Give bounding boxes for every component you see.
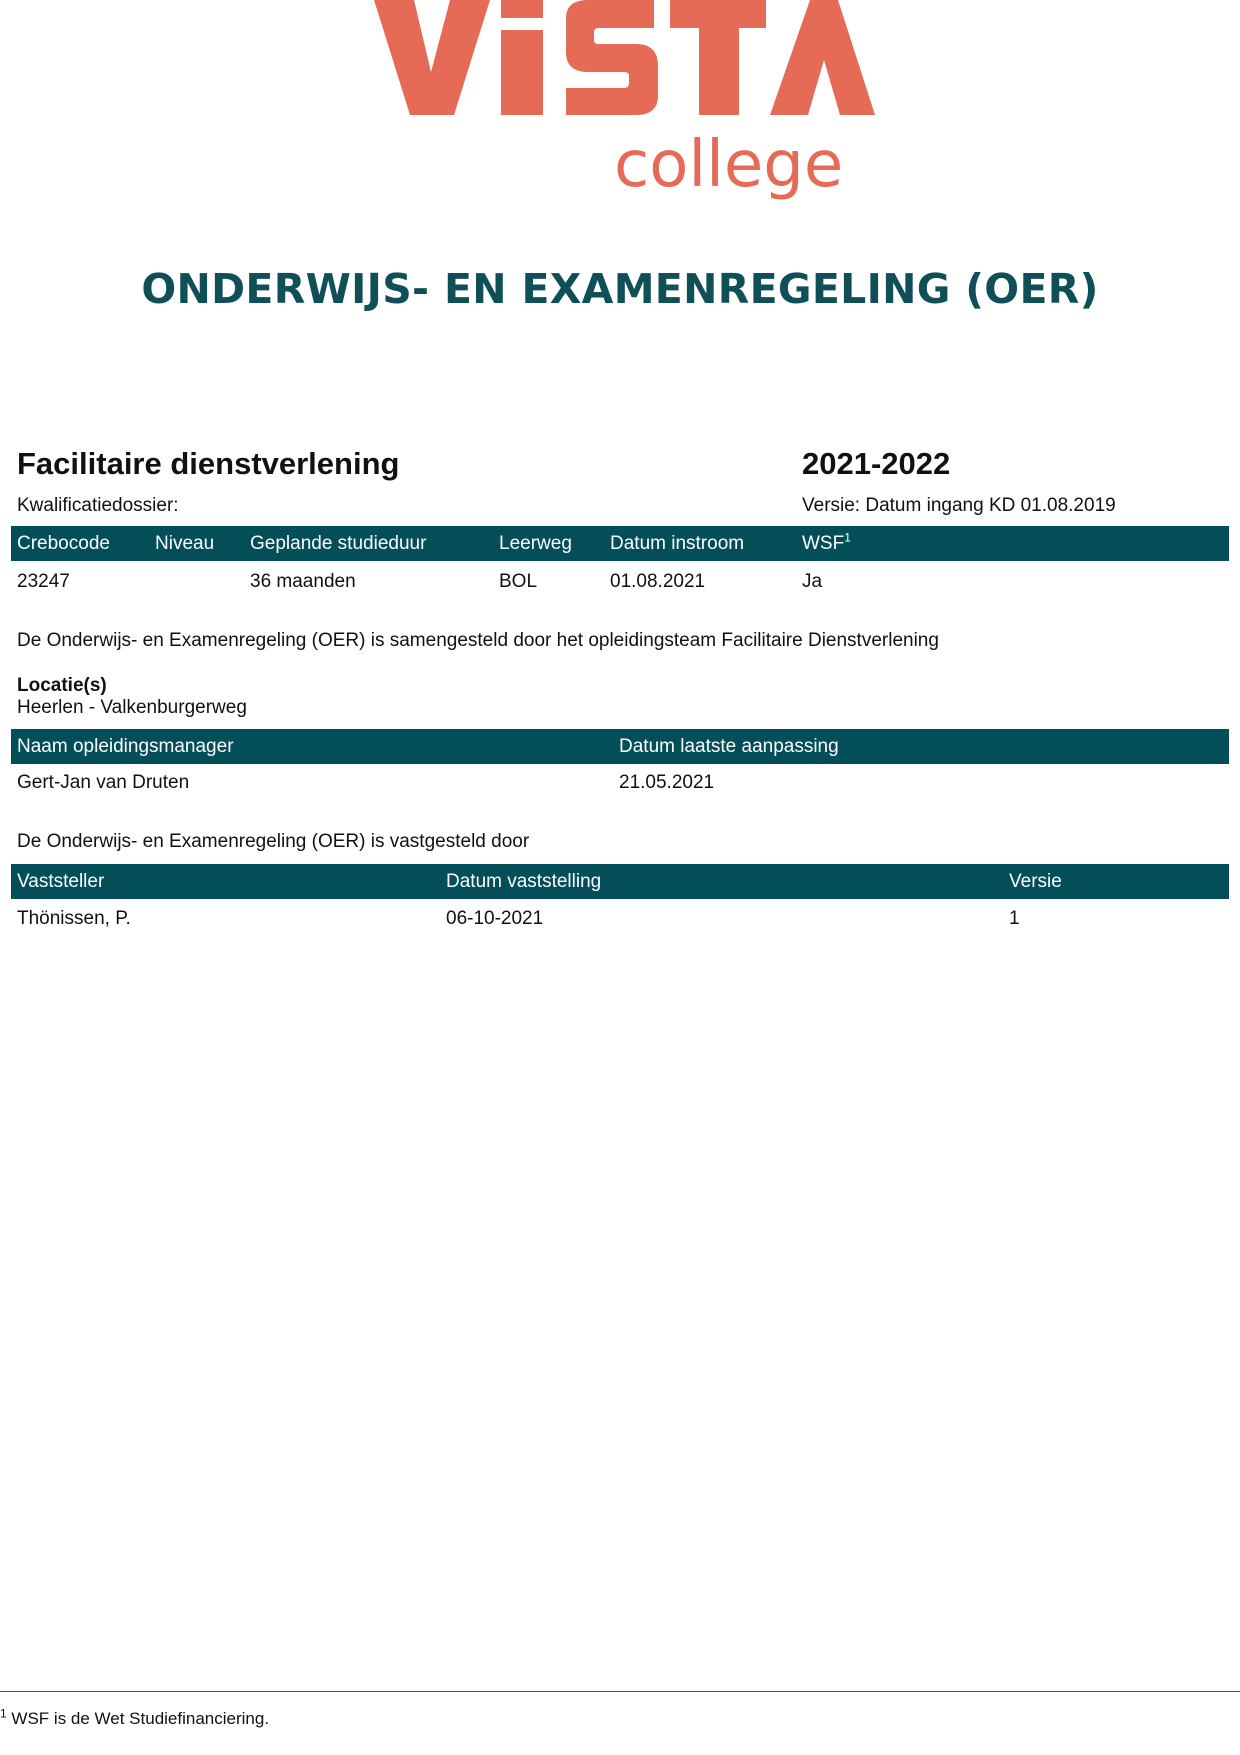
cell-datum-instroom: 01.08.2021 bbox=[610, 571, 706, 592]
program-name: Facilitaire dienstverlening bbox=[17, 446, 400, 481]
footnote-divider bbox=[0, 1691, 1240, 1692]
header-versie: Versie bbox=[1009, 871, 1062, 892]
location-label: Locatie(s) bbox=[17, 675, 107, 696]
location-value: Heerlen - Valkenburgerweg bbox=[17, 697, 247, 718]
header-wsf bbox=[802, 530, 851, 555]
footnote bbox=[0, 1706, 270, 1729]
header-leerweg: Leerweg bbox=[499, 533, 572, 554]
cell-leerweg: BOL bbox=[499, 571, 538, 592]
footnote-mark: 1 bbox=[0, 1706, 7, 1721]
header-crebocode: Crebocode bbox=[17, 533, 110, 554]
cell-datum-vaststelling: 06-10-2021 bbox=[446, 908, 544, 929]
vista-college-logo bbox=[366, 0, 876, 205]
compiled-by-text: De Onderwijs- en Examenregeling (OER) is samengesteld door het opleidingsteam Facilitaire Dienstverlening bbox=[17, 630, 939, 651]
cell-versie: 1 bbox=[1009, 908, 1020, 929]
school-year: 2021-2022 bbox=[802, 446, 951, 481]
manager-table-header bbox=[11, 729, 1229, 764]
cell-laatste-aanpassing: 21.05.2021 bbox=[619, 772, 715, 793]
header-studieduur: Geplande studieduur bbox=[250, 533, 427, 554]
footnote-text: WSF is de Wet Studiefinanciering. bbox=[11, 1709, 270, 1728]
table-row bbox=[11, 564, 1229, 599]
header-datum-vaststelling: Datum vaststelling bbox=[446, 871, 602, 892]
table-row bbox=[11, 765, 1229, 800]
cell-crebocode: 23247 bbox=[17, 571, 70, 592]
cell-wsf: Ja bbox=[802, 571, 823, 592]
program-table-header bbox=[11, 526, 1229, 561]
adopted-by-text: De Onderwijs- en Examenregeling (OER) is vastgesteld door bbox=[17, 831, 530, 852]
cell-studieduur: 36 maanden bbox=[250, 571, 356, 592]
table-row bbox=[11, 901, 1229, 936]
header-niveau: Niveau bbox=[155, 533, 215, 554]
cell-opleidingsmanager: Gert-Jan van Druten bbox=[17, 772, 190, 793]
document-title: ONDERWIJS- EN EXAMENREGELING (OER) bbox=[141, 265, 1099, 313]
header-vaststeller: Vaststeller bbox=[17, 871, 105, 892]
header-opleidingsmanager: Naam opleidingsmanager bbox=[17, 736, 234, 757]
header-wsf-label: WSF bbox=[802, 533, 845, 554]
footnote-ref: 1 bbox=[844, 530, 851, 545]
logo-subtext: college bbox=[614, 128, 844, 202]
header-datum-instroom: Datum instroom bbox=[610, 533, 745, 554]
adoption-table-header bbox=[11, 864, 1229, 899]
kd-version: Versie: Datum ingang KD 01.08.2019 bbox=[802, 495, 1116, 516]
kd-label: Kwalificatiedossier: bbox=[17, 495, 179, 516]
cell-vaststeller: Thönissen, P. bbox=[17, 908, 131, 929]
header-laatste-aanpassing: Datum laatste aanpassing bbox=[619, 736, 839, 757]
